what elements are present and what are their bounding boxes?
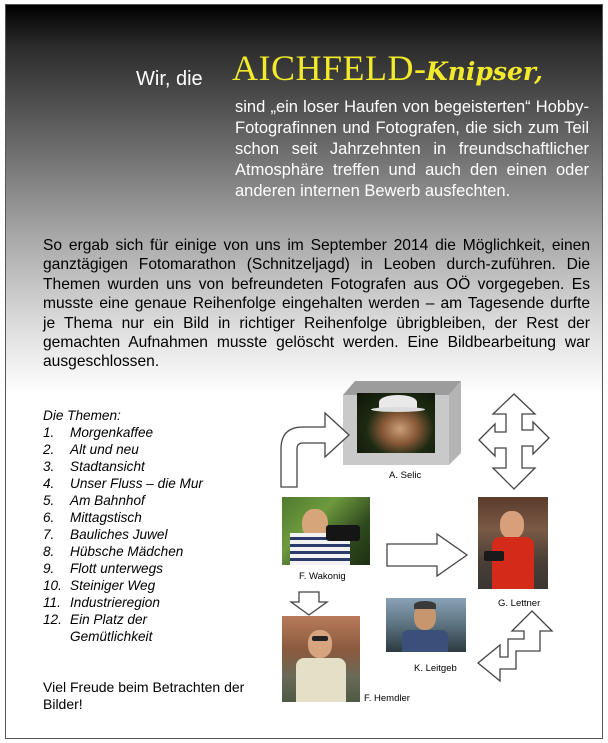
brand-dash: -	[414, 48, 426, 88]
intro-we-text: Wir, die	[136, 68, 203, 90]
brand-logo	[232, 47, 543, 89]
lettner-photo	[478, 497, 548, 589]
event-paragraph: So ergab sich für einige von uns im September 2014 die Möglichkeit, einen ganztägigen Fotomarathon (Schnitzeljagd) in Leoben durch-zuführen. Die Themen wurden uns von befreundeten Fotografen aus OÖ vorgegeben. Es musste eine genaue Reihenfolge eingehalten werden – am Tagesende durfte je Thema nur ein Bild in richtiger Reihenfolge übrigbleiben, der Rest der gemachten Aufnahmen musste gelöscht werden. Eine Bildbearbeitung war ausgeschlossen.	[43, 237, 590, 371]
theme-item	[43, 560, 263, 577]
theme-label: Steiniger Weg	[70, 578, 156, 593]
leitgeb-photo	[386, 598, 466, 652]
theme-number: 6.	[43, 510, 55, 525]
theme-label: Industrieregion	[70, 595, 160, 610]
selic-frame-box	[343, 381, 461, 465]
farewell-text: Viel Freude beim Betrachten der Bilder!	[43, 679, 245, 712]
theme-item	[43, 594, 263, 611]
theme-number: 8.	[43, 544, 55, 559]
theme-item	[43, 475, 263, 492]
hemdler-photo	[282, 616, 360, 702]
themes-heading: Die Themen:	[43, 408, 121, 423]
theme-item	[43, 577, 263, 594]
theme-label: Morgenkaffee	[70, 425, 154, 440]
theme-label: Flott unterwegs	[70, 561, 163, 576]
theme-number: 2.	[43, 442, 55, 457]
theme-label: Hübsche Mädchen	[70, 544, 184, 559]
theme-number: 11.	[43, 595, 61, 610]
page-sheet	[5, 4, 603, 739]
theme-item	[43, 458, 263, 475]
theme-label: Alt und neu	[70, 442, 139, 457]
theme-label: Bauliches Juwel	[70, 527, 168, 542]
theme-number: 5.	[43, 493, 55, 508]
selic-photo	[357, 393, 435, 453]
down-arrow-icon	[289, 591, 329, 617]
theme-label: Ein Platz der	[70, 612, 148, 627]
uturn-arrow-icon	[476, 611, 554, 687]
hemdler-photo-frame	[276, 611, 366, 707]
wakonig-photo	[282, 497, 370, 565]
theme-number: 12.	[43, 612, 62, 627]
theme-item-continuation: Gemütlichkeit	[70, 629, 153, 644]
theme-item	[43, 441, 263, 458]
theme-number: 9.	[43, 561, 55, 576]
theme-item	[43, 492, 263, 509]
theme-number: 3.	[43, 459, 55, 474]
theme-item	[43, 526, 263, 543]
theme-item	[43, 611, 263, 628]
intro-paragraph: sind „ein loser Haufen von begeisterten“ Hobby-Fotografinnen und Fotografen, die sich zum Teil schon seit Jahrzehnten in freundschaftlicher Atmosphäre treffen und auch den einen oder anderen internen Bewerb ausfechten.	[235, 98, 589, 200]
themes-list	[43, 407, 263, 645]
caption-wakonig: F. Wakonig	[299, 571, 346, 582]
theme-label: Mittagstisch	[70, 510, 142, 525]
theme-number: 1.	[43, 425, 55, 440]
wakonig-photo-frame	[276, 492, 376, 572]
bent-arrow-up-right-icon	[281, 409, 353, 489]
theme-label: Stadtansicht	[70, 459, 145, 474]
caption-leitgeb: K. Leitgeb	[414, 663, 457, 674]
theme-number: 7.	[43, 527, 55, 542]
theme-label: Am Bahnhof	[70, 493, 145, 508]
quad-arrow-icon	[477, 394, 551, 490]
brand-script-text: Knipser,	[426, 57, 543, 86]
theme-item	[43, 509, 263, 526]
themes-items	[43, 424, 263, 645]
caption-hemdler: F. Hemdler	[364, 693, 410, 704]
leitgeb-photo-frame	[381, 594, 471, 656]
theme-item	[43, 424, 263, 441]
right-arrow-icon	[385, 532, 471, 578]
caption-selic: A. Selic	[389, 470, 422, 481]
theme-item	[43, 543, 263, 560]
theme-number: 10.	[43, 578, 62, 593]
lettner-photo-frame	[472, 492, 554, 594]
theme-number: 4.	[43, 476, 55, 491]
caption-lettner: G. Lettner	[498, 598, 541, 609]
theme-label: Unser Fluss – die Mur	[70, 476, 203, 491]
brand-main-text: AICHFELD	[232, 48, 414, 88]
